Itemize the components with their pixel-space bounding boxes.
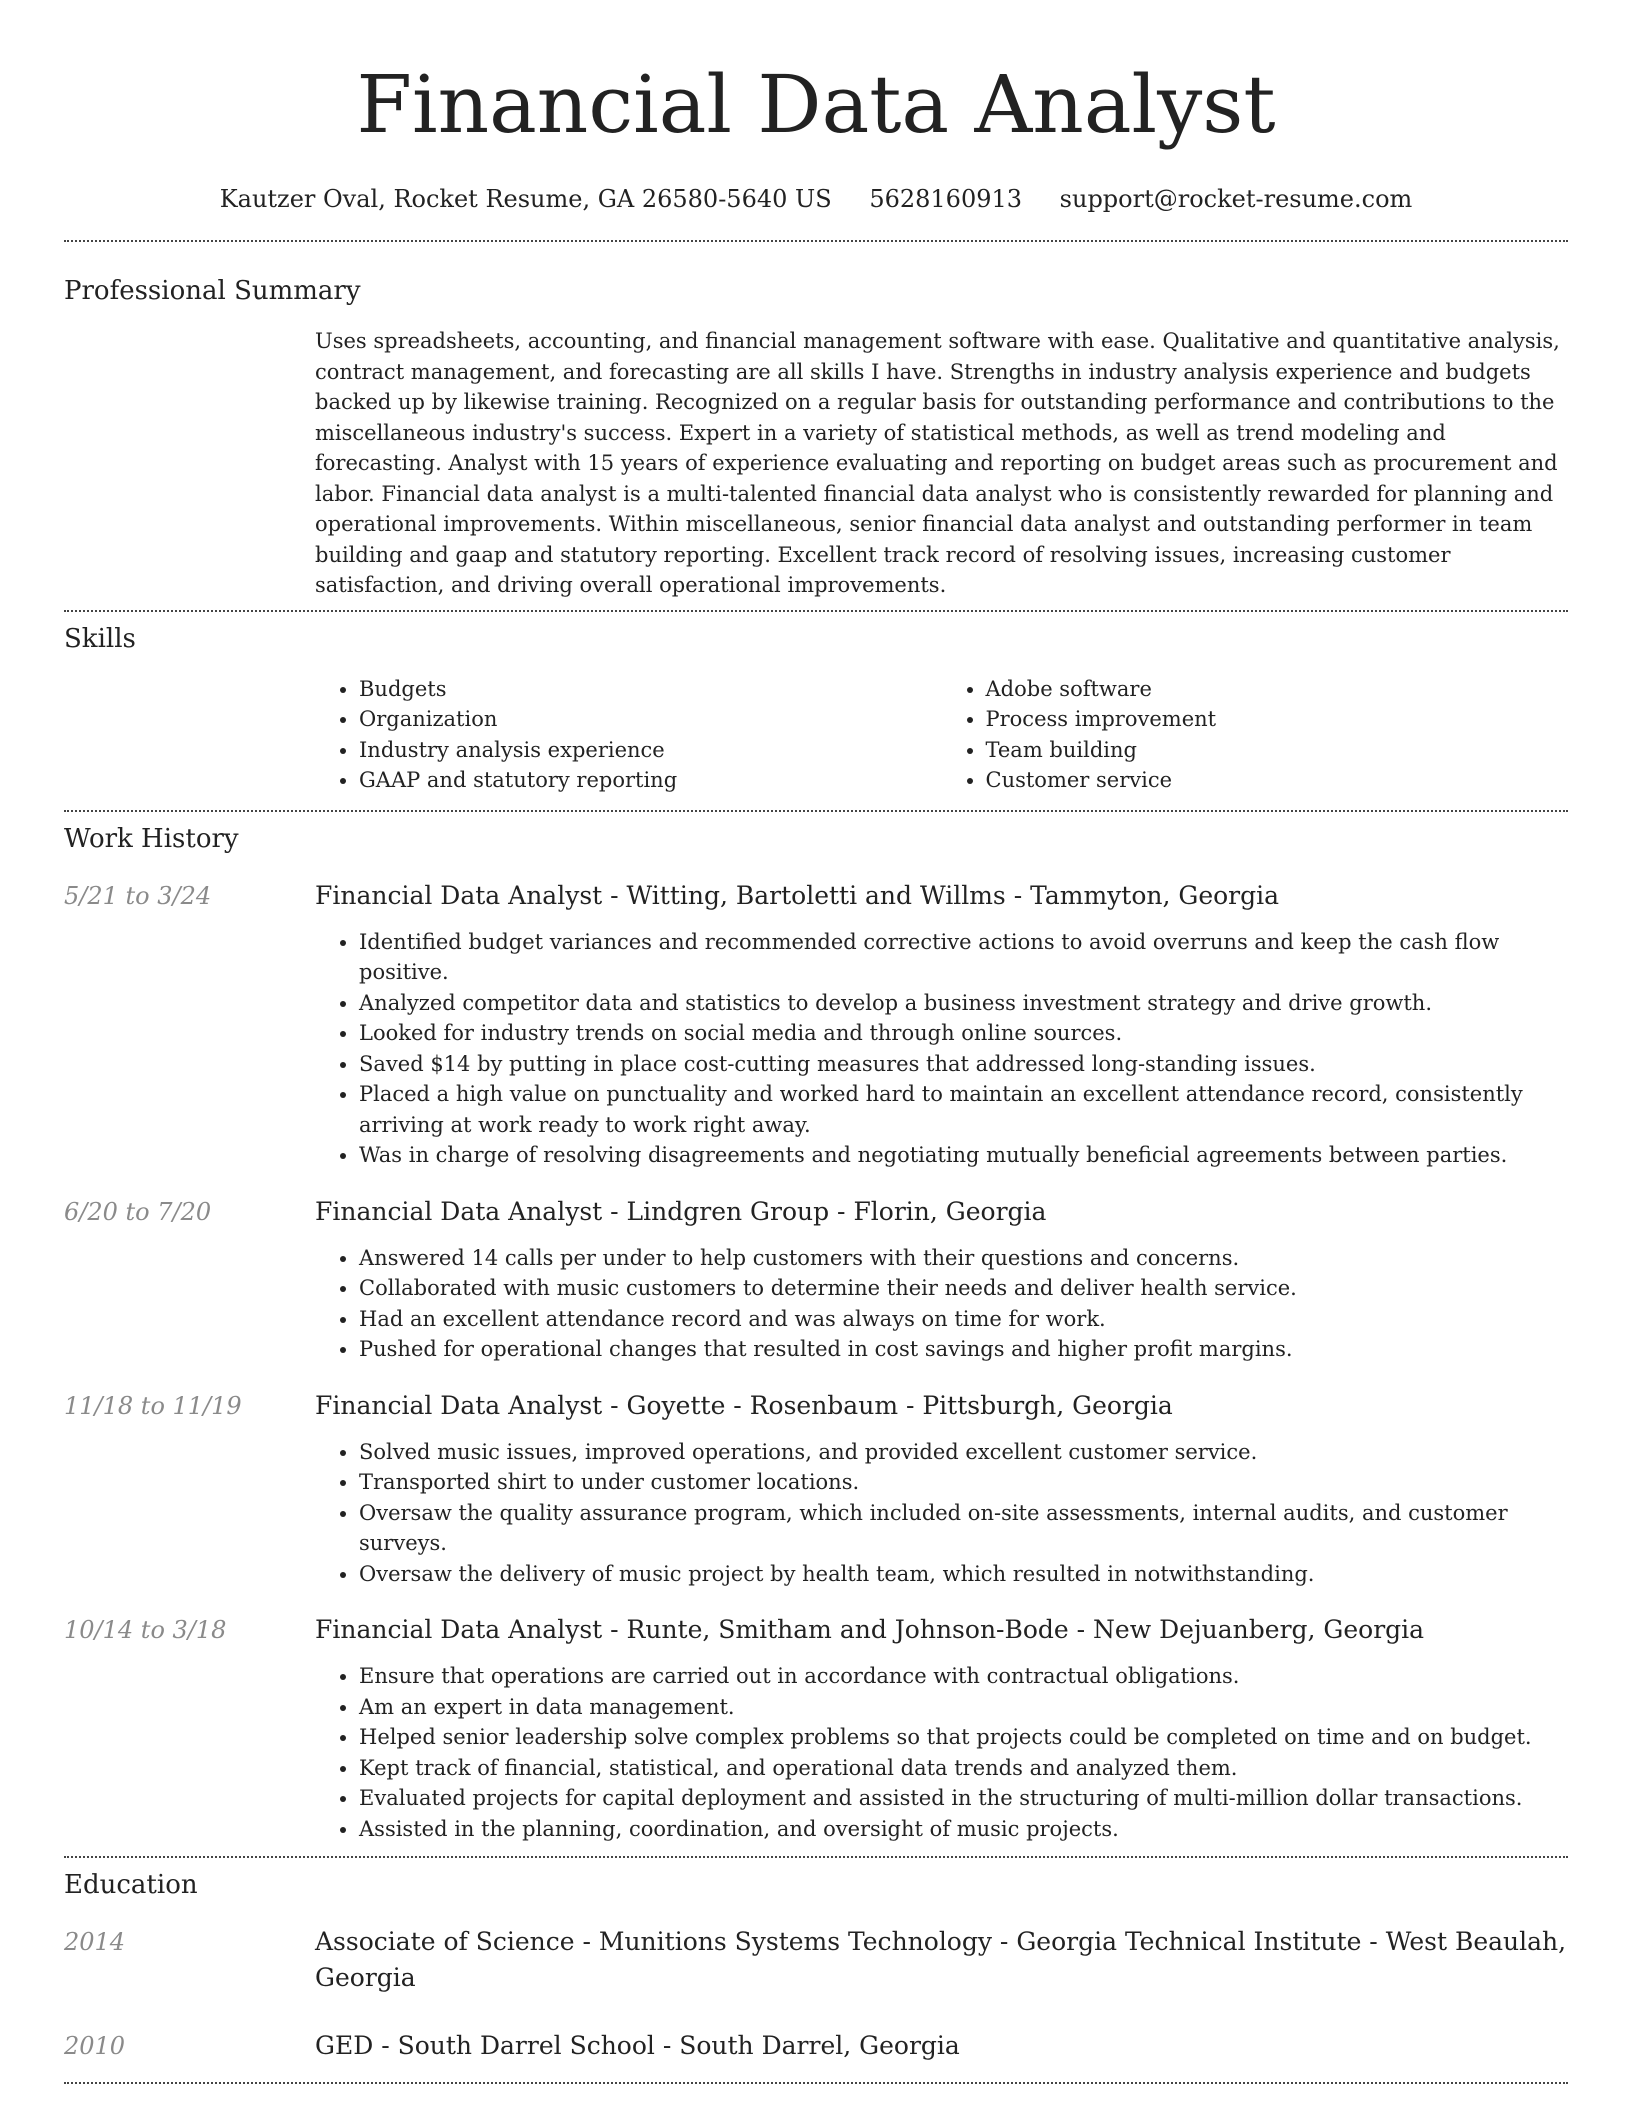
skill-item: • Process improvement xyxy=(986,704,1569,735)
education-section xyxy=(64,1858,1568,2064)
job-bullet: • Had an excellent attendance record and was always on time for work. xyxy=(359,1304,1568,1335)
summary-text: Uses spreadsheets, accounting, and financial management software with ease. Qualitative and quantitative analysis, contract management, and forecasting are all skills I have. Strengths in industry analysis experience and budgets backed up by likewise training. Recognized on a regular basis for outstanding performance and contributions to the miscellaneous industry's success. Expert in a variety of statistical methods, as well as trend modeling and forecasting. Analyst with 15 years of experience evaluating and reporting on budget areas such as procurement and labor. Financial data analyst is a multi-talented financial data analyst who is consistently rewarded for planning and operational improvements. Within miscellaneous, senior financial data analyst and outstanding performer in team building and gaap and statutory reporting. Excellent track record of resolving issues, increasing customer satisfaction, and driving overall operational improvements. xyxy=(315,329,1560,597)
education-entry xyxy=(64,1924,1568,1996)
job-title: Financial Data Analyst - Runte, Smitham and Johnson-Bode - New Dejuanberg, Georgia xyxy=(315,1615,1425,1644)
job-dates: 10/14 to 3/18 xyxy=(64,1616,227,1644)
skill-item: • GAAP and statutory reporting xyxy=(359,765,942,796)
summary-spacer xyxy=(64,326,315,601)
job-bullet: • Collaborated with music customers to determine their needs and deliver health service. xyxy=(359,1273,1568,1304)
job-bullet: • Oversaw the quality assurance program, which included on-site assessments, internal audits, and customer surveys. xyxy=(359,1498,1568,1559)
resume-name: Financial Data Analyst xyxy=(356,58,1276,151)
job-bullet: • Ensure that operations are carried out in accordance with contractual obligations. xyxy=(359,1661,1568,1692)
job-entry xyxy=(64,878,1568,1171)
skills-list-left xyxy=(315,674,942,796)
job-dates: 11/18 to 11/19 xyxy=(64,1391,242,1420)
skill-item: • Industry analysis experience xyxy=(359,735,942,766)
job-entry xyxy=(64,1388,1568,1590)
job-bullets xyxy=(315,1437,1568,1590)
summary-section xyxy=(64,242,1568,601)
job-bullet: • Helped senior leadership solve complex problems so that projects could be completed on time and on budget. xyxy=(359,1722,1568,1753)
education-year: 2014 xyxy=(64,1928,126,1956)
work-section xyxy=(64,812,1568,1845)
contact-address: Kautzer Oval, Rocket Resume, GA 26580-5640 US xyxy=(219,185,832,213)
job-bullet: • Identified budget variances and recommended corrective actions to avoid overruns and keep the cash flow positive. xyxy=(359,927,1568,988)
job-bullet: • Pushed for operational changes that resulted in cost savings and higher profit margins. xyxy=(359,1334,1568,1365)
job-bullet: • Saved $14 by putting in place cost-cutting measures that addressed long-standing issues. xyxy=(359,1049,1568,1080)
job-dates: 5/21 to 3/24 xyxy=(64,881,212,910)
job-dates: 6/20 to 7/20 xyxy=(64,1197,212,1226)
job-bullet: • Kept track of financial, statistical, and operational data trends and analyzed them. xyxy=(359,1753,1568,1784)
job-bullet: • Oversaw the delivery of music project by health team, which resulted in notwithstanding. xyxy=(359,1559,1568,1590)
job-bullets xyxy=(315,1661,1568,1844)
skill-item: • Organization xyxy=(359,704,942,735)
contact-email[interactable]: support@rocket-resume.com xyxy=(1059,185,1413,213)
skills-section xyxy=(64,612,1568,796)
skill-item: • Adobe software xyxy=(986,674,1569,705)
skills-list-right xyxy=(942,674,1569,796)
job-bullet: • Placed a high value on punctuality and worked hard to maintain an excellent attendance record, consistently arriving at work ready to work right away. xyxy=(359,1079,1568,1140)
job-bullet: • Evaluated projects for capital deployment and assisted in the structuring of multi-million dollar transactions. xyxy=(359,1783,1568,1814)
contact-phone: 5628160913 xyxy=(869,185,1023,213)
job-entry xyxy=(64,1194,1568,1365)
skill-item: • Team building xyxy=(986,735,1569,766)
skills-heading: Skills xyxy=(64,623,136,654)
divider xyxy=(64,2082,1568,2084)
job-bullets xyxy=(315,1243,1568,1365)
job-bullet: • Solved music issues, improved operations, and provided excellent customer service. xyxy=(359,1437,1568,1468)
job-entry xyxy=(64,1612,1568,1844)
job-title: Financial Data Analyst - Goyette - Rosenbaum - Pittsburgh, Georgia xyxy=(315,1390,1173,1420)
education-year: 2010 xyxy=(64,2032,126,2060)
job-bullets xyxy=(315,927,1568,1171)
job-bullet: • Answered 14 calls per under to help customers with their questions and concerns. xyxy=(359,1243,1568,1274)
job-bullet: • Looked for industry trends on social media and through online sources. xyxy=(359,1018,1568,1049)
education-title: Associate of Science - Munitions Systems Technology - Georgia Technical Institute - West Beaulah, Georgia xyxy=(315,1927,1567,1992)
job-bullet: • Analyzed competitor data and statistics to develop a business investment strategy and drive growth. xyxy=(359,988,1568,1019)
education-heading: Education xyxy=(64,1870,198,1900)
summary-heading: Professional Summary xyxy=(64,276,361,306)
job-title: Financial Data Analyst - Lindgren Group - Florin, Georgia xyxy=(315,1196,1047,1226)
education-title: GED - South Darrel School - South Darrel, Georgia xyxy=(315,2031,960,2060)
skills-spacer xyxy=(64,674,315,796)
skill-item: • Customer service xyxy=(986,765,1569,796)
skill-item: • Budgets xyxy=(359,674,942,705)
job-bullet: • Assisted in the planning, coordination, and oversight of music projects. xyxy=(359,1814,1568,1845)
job-bullet: • Transported shirt to under customer locations. xyxy=(359,1467,1568,1498)
work-heading: Work History xyxy=(64,823,239,854)
contact-line xyxy=(64,181,1568,217)
education-entry xyxy=(64,2028,1568,2064)
job-bullet: • Am an expert in data management. xyxy=(359,1692,1568,1723)
job-title: Financial Data Analyst - Witting, Bartoletti and Willms - Tammyton, Georgia xyxy=(315,880,1280,910)
job-bullet: • Was in charge of resolving disagreements and negotiating mutually beneficial agreements between parties. xyxy=(359,1140,1568,1171)
